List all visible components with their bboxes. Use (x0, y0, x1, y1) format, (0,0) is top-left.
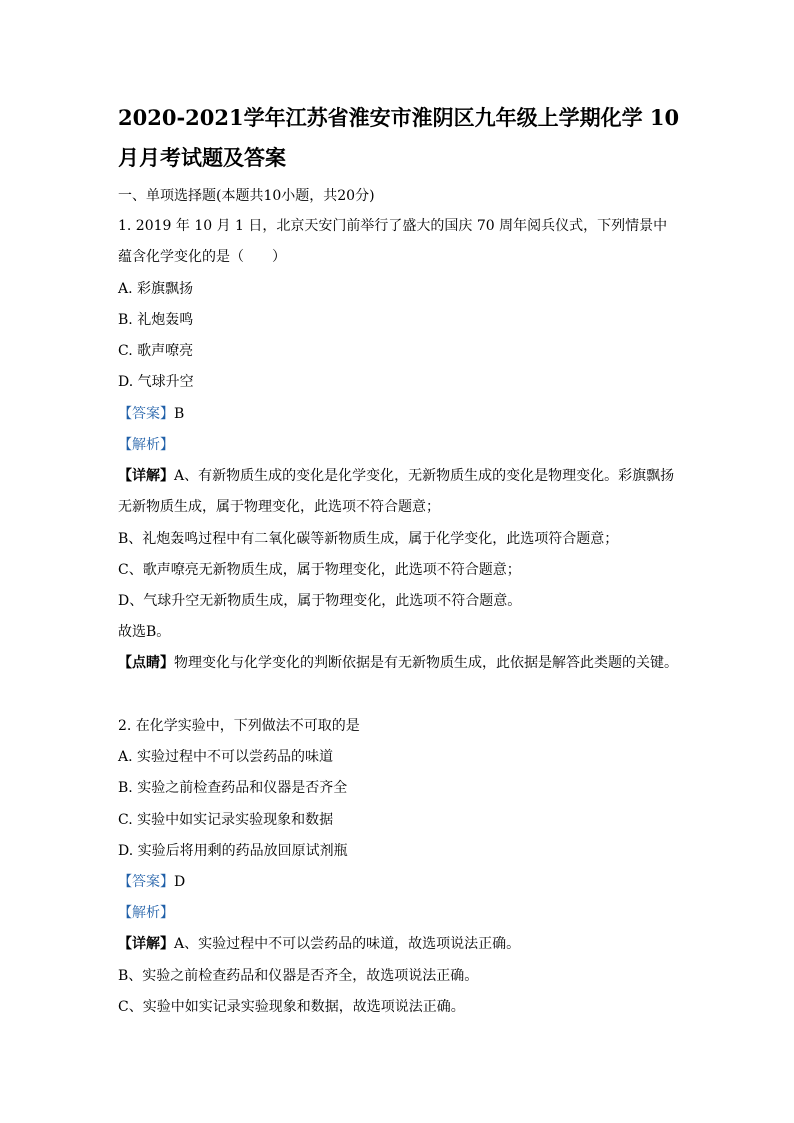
q1-detail-line-4: C、歌声嘹亮无新物质生成，属于物理变化，此选项不符合题意； (118, 562, 521, 578)
q1-answer (118, 404, 688, 424)
q2-answer (118, 872, 688, 892)
doc-title-line-2: 月月考试题及答案 (118, 145, 286, 170)
q1-detail-line-3: B、礼炮轰鸣过程中有二氧化碳等新物质生成，属于化学变化，此选项符合题意； (118, 531, 619, 547)
q2-option-d: D. 实验后将用剩的药品放回原试剂瓶 (118, 843, 348, 859)
answer-tag: 【答案】 (118, 874, 174, 890)
detail-text: A、实验过程中不可以尝药品的味道，故选项说法正确。 (174, 936, 521, 952)
q1-option-b: B. 礼炮轰鸣 (118, 312, 194, 328)
q1-detail-line-2: 无新物质生成，属于物理变化，此选项不符合题意； (118, 499, 440, 515)
q1-comment (118, 653, 688, 673)
q1-conclusion: 故选B。 (118, 624, 171, 640)
analysis-tag: 【解析】 (118, 905, 174, 921)
q2-option-b: B. 实验之前检查药品和仪器是否齐全 (118, 780, 348, 796)
q1-option-d: D. 气球升空 (118, 374, 194, 390)
detail-tag: 【详解】 (118, 936, 174, 952)
q1-option-c: C. 歌声嘹亮 (118, 343, 194, 359)
q1-option-a: A. 彩旗飘扬 (118, 281, 194, 297)
q1-stem-line-1: 1. 2019 年 10 月 1 日，北京天安门前举行了盛大的国庆 70 周年阅兵仪式，下列情景中 (118, 218, 668, 234)
section-heading: 一、单项选择题(本题共10小题，共20分) (118, 188, 375, 204)
q2-stem: 2. 在化学实验中，下列做法不可取的是 (118, 718, 360, 734)
answer-value: D (174, 874, 186, 890)
comment-tag: 【点睛】 (118, 655, 174, 671)
q1-analysis (118, 435, 688, 455)
q1-detail-line-5: D、气球升空无新物质生成，属于物理变化，此选项不符合题意。 (118, 593, 522, 609)
q2-detail-line-3: C、实验中如实记录实验现象和数据，故选项说法正确。 (118, 999, 465, 1015)
q2-detail-line-2: B、实验之前检查药品和仪器是否齐全，故选项说法正确。 (118, 968, 479, 984)
detail-tag: 【详解】 (118, 468, 174, 484)
comment-text: 物理变化与化学变化的判断依据是有无新物质生成，此依据是解答此类题的关键。 (174, 655, 678, 671)
q2-option-c: C. 实验中如实记录实验现象和数据 (118, 812, 334, 828)
answer-value: B (174, 406, 185, 422)
doc-title-line-1: 2020-2021学年江苏省淮安市淮阴区九年级上学期化学 10 (118, 105, 680, 130)
q1-detail-line-1 (118, 466, 688, 486)
detail-text: A、有新物质生成的变化是化学变化，无新物质生成的变化是物理变化。彩旗飘扬 (174, 468, 675, 484)
q1-stem-line-2: 蕴含化学变化的是（ ） (118, 249, 286, 265)
q2-option-a: A. 实验过程中不可以尝药品的味道 (118, 749, 334, 765)
q2-detail-line-1 (118, 934, 688, 954)
answer-tag: 【答案】 (118, 406, 174, 422)
analysis-tag: 【解析】 (118, 437, 174, 453)
q2-analysis (118, 903, 688, 923)
